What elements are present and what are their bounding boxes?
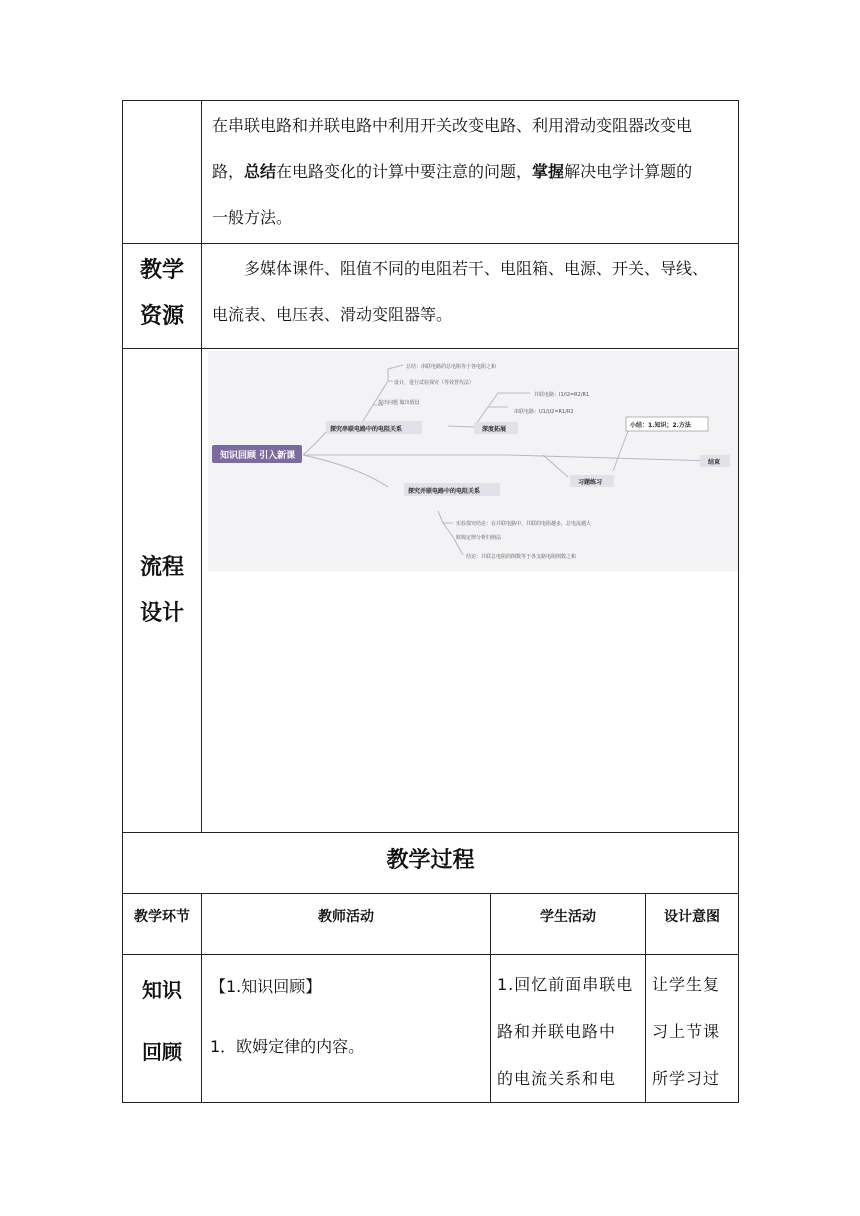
resources-cell	[202, 244, 739, 349]
mindmap-branch-series: 探究串联电路中的电阻关系	[330, 426, 403, 433]
goals-line-3: 一般方法。	[212, 208, 293, 227]
mindmap-branch-deep: 深度拓展	[482, 426, 507, 433]
student-line-2: 路和并联电路中	[497, 1022, 617, 1041]
flow-cell	[202, 349, 739, 833]
keyword-summarize: 总结	[244, 162, 277, 181]
intent-cell	[646, 955, 739, 1103]
resources-text	[202, 244, 738, 338]
intent-line-1: 让学生复	[652, 975, 721, 994]
col-header-student: 学生活动	[491, 894, 646, 955]
student-line-3: 的电流关系和电	[497, 1069, 617, 1088]
goals-line-2-pre: 路，	[212, 162, 245, 181]
flow-label-line-2: 设计	[139, 600, 184, 626]
mindmap-summary: 小结：1.知识；2.方法	[630, 422, 691, 429]
process-row-review	[123, 955, 739, 1103]
resources-line-2: 电流表、电压表、滑动变阻器等。	[212, 305, 453, 324]
resources-label-line-2: 资源	[139, 304, 184, 329]
teacher-cell	[202, 955, 491, 1103]
teacher-line-1: 【1.知识回顾】	[210, 977, 322, 996]
flow-label-line-1: 流程	[139, 554, 184, 580]
goals-line-2-mid: 在电路变化的计算中要注意的问题，	[276, 162, 533, 181]
flow-label	[123, 545, 201, 637]
goals-line-2-post: 解决电学计算题的	[564, 162, 693, 181]
intent-line-2: 习上节课	[652, 1022, 721, 1041]
teacher-line-2: 1．欧姆定律的内容。	[210, 1037, 365, 1056]
mindmap-image	[208, 351, 738, 571]
goals-row	[123, 101, 739, 244]
mindmap-branch-practice: 习题练习	[578, 479, 603, 486]
goals-line-2	[212, 149, 730, 195]
mindmap-area	[202, 349, 738, 832]
intent-line-3: 所学习过	[652, 1069, 721, 1088]
stage-label-line-1: 知识	[142, 978, 182, 1002]
design-intent	[646, 955, 738, 1102]
goals-cell	[202, 101, 739, 244]
process-header-row	[123, 894, 739, 955]
resources-line-1: 多媒体课件、阻值不同的电阻若干、电阻箱、电源、开关、导线、	[244, 259, 709, 278]
goals-text	[202, 101, 738, 241]
stage-cell	[123, 955, 202, 1103]
mindmap-diagram	[208, 351, 738, 571]
stage-label-line-2: 回顾	[142, 1040, 182, 1064]
resources-label	[123, 244, 201, 340]
mindmap-parallel-leaf-3: 结论：并联总电阻的倒数等于各支路电阻倒数之和	[466, 554, 577, 560]
resources-label-cell	[123, 244, 202, 349]
col-header-intent: 设计意图	[646, 894, 739, 955]
student-activity	[491, 955, 645, 1102]
teacher-activity	[202, 955, 490, 1077]
goals-line-1: 在串联电路和并联电路中利用开关改变电路、利用滑动变阻器改变电	[212, 116, 693, 135]
mindmap-parallel-leaf-2: 欧姆定律分析归纳法	[456, 535, 502, 541]
keyword-master: 掌握	[532, 162, 565, 181]
mindmap-series-leaf-2: 设计，进行试验探究（等效替代法）	[394, 380, 475, 386]
process-title: 教学过程	[123, 833, 739, 894]
mindmap-root: 知识回顾 引入新课	[220, 451, 296, 461]
mindmap-end: 结束	[708, 459, 721, 466]
process-title-row	[123, 833, 739, 894]
mindmap-deep-leaf-2: 并联电路：I1/I2=R2/R1	[534, 392, 590, 398]
mindmap-parallel-leaf-1: 实验探究结论：在并联电路中，并联的电阻越多，总电流越大	[456, 521, 592, 527]
resources-row	[123, 244, 739, 349]
student-cell	[491, 955, 646, 1103]
mindmap-deep-leaf-1: 串联电路：U1/U2=R1/R2	[514, 409, 574, 415]
resources-label-line-1: 教学	[139, 258, 184, 283]
goals-label-cell	[123, 101, 202, 244]
mindmap-series-leaf-3: 总结：串联电路的总电阻等于各电阻之和	[406, 364, 497, 370]
col-header-stage: 教学环节	[123, 894, 202, 955]
stage-label	[123, 955, 201, 1083]
mindmap-branch-parallel: 探究并联电路中的电阻关系	[408, 488, 481, 495]
lesson-plan-table	[122, 100, 739, 1103]
col-header-teacher: 教师活动	[202, 894, 491, 955]
flow-label-cell	[123, 349, 202, 833]
flow-row	[123, 349, 739, 833]
student-line-1: 1.回忆前面串联电	[497, 975, 634, 994]
mindmap-series-leaf-1: 提出问题 做出假设	[378, 400, 420, 406]
